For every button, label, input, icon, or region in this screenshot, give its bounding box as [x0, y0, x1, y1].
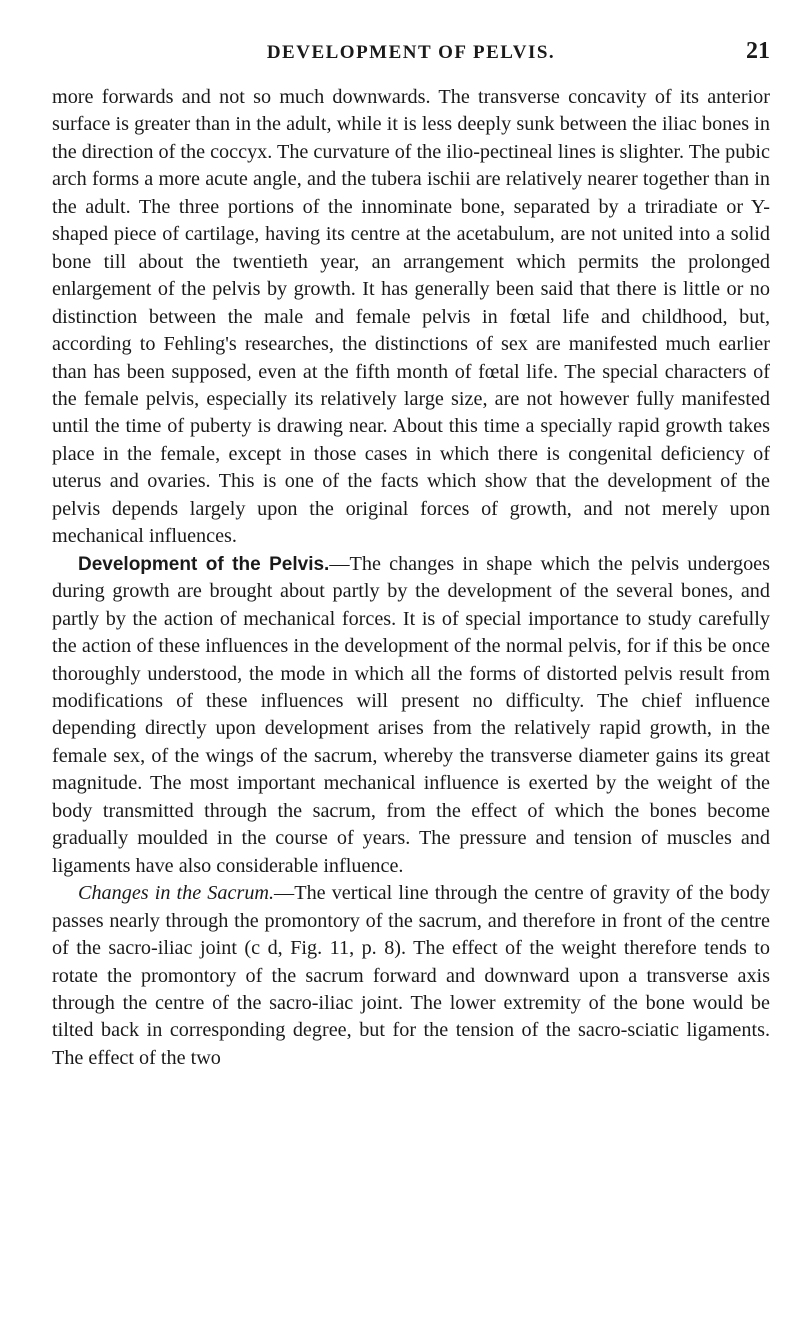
body-text — [52, 84, 770, 1072]
paragraph-3 — [52, 880, 770, 1072]
running-head — [52, 36, 770, 70]
paragraph-2 — [52, 551, 770, 880]
section-heading-development: Development of the Pelvis. — [78, 553, 330, 575]
page-number: 21 — [746, 38, 770, 64]
paragraph-3-text: —The vertical line through the centre of gravity of the body passes nearly through the promontory of the sacrum, and therefore in front of the centre of the sacro-iliac joint (c d, Fig. 11, p. 8). The effect of the weight therefore tends to rotate the promontory of the sacrum forward and downward upon a transverse axis through the centre of the sacro-iliac joint. The lower extremity of the bone would be tilted back in corresponding degree, but for the tension of the sacro-sciatic ligaments. The effect of the two — [52, 882, 770, 1069]
subheading-changes-sacrum: Changes in the Sacrum. — [78, 882, 275, 905]
running-title: DEVELOPMENT OF PELVIS. — [266, 42, 556, 63]
paragraph-1: more forwards and not so much downwards. The transverse concavity of its anterior surface is greater than in the adult, while it is less deeply sunk between the iliac bones in the direction of the coccyx. The curvature of the ilio-pectineal lines is slighter. The pubic arch forms a more acute angle, and the tubera ischii are relatively nearer together than in the adult. The three portions of the innominate bone, separated by a triradiate or Y-shaped piece of cartilage, having its centre at the acetabulum, are not united into a solid bone till about the twentieth year, an arrangement which permits the prolonged enlargement of the pelvis by growth. It has generally been said that there is little or no distinction between the male and female pelvis in fœtal life and childhood, but, according to Fehling's researches, the distinctions of sex are manifested much earlier than has been supposed, even at the fifth month of fœtal life. The special characters of the female pelvis, especially its relatively large size, are not however fully manifested until the time of puberty is drawing near. About this time a specially rapid growth takes place in the female, except in those cases in which there is congenital deficiency of uterus and ovaries. This is one of the facts which show that the development of the pelvis depends largely upon the original forces of growth, and not merely upon mechanical influences. — [52, 86, 770, 548]
book-page — [52, 36, 770, 1072]
paragraph-2-text: —The changes in shape which the pelvis undergoes during growth are brought about partly by the development of the several bones, and partly by the action of mechanical forces. It is of special importance to study carefully the action of these influences in the development of the normal pelvis, for if this be once thoroughly understood, the mode in which all the forms of distorted pelvis result from modifications of these influences will present no difficulty. The chief influence depending directly upon development arises from the relatively rapid growth, in the female sex, of the wings of the sacrum, whereby the transverse diameter gains its great magnitude. The most important mechanical influence is exerted by the weight of the body transmitted through the sacrum, from the effect of which the bones become gradually moulded in the course of years. The pressure and tension of muscles and ligaments have also considerable influence. — [52, 552, 770, 877]
